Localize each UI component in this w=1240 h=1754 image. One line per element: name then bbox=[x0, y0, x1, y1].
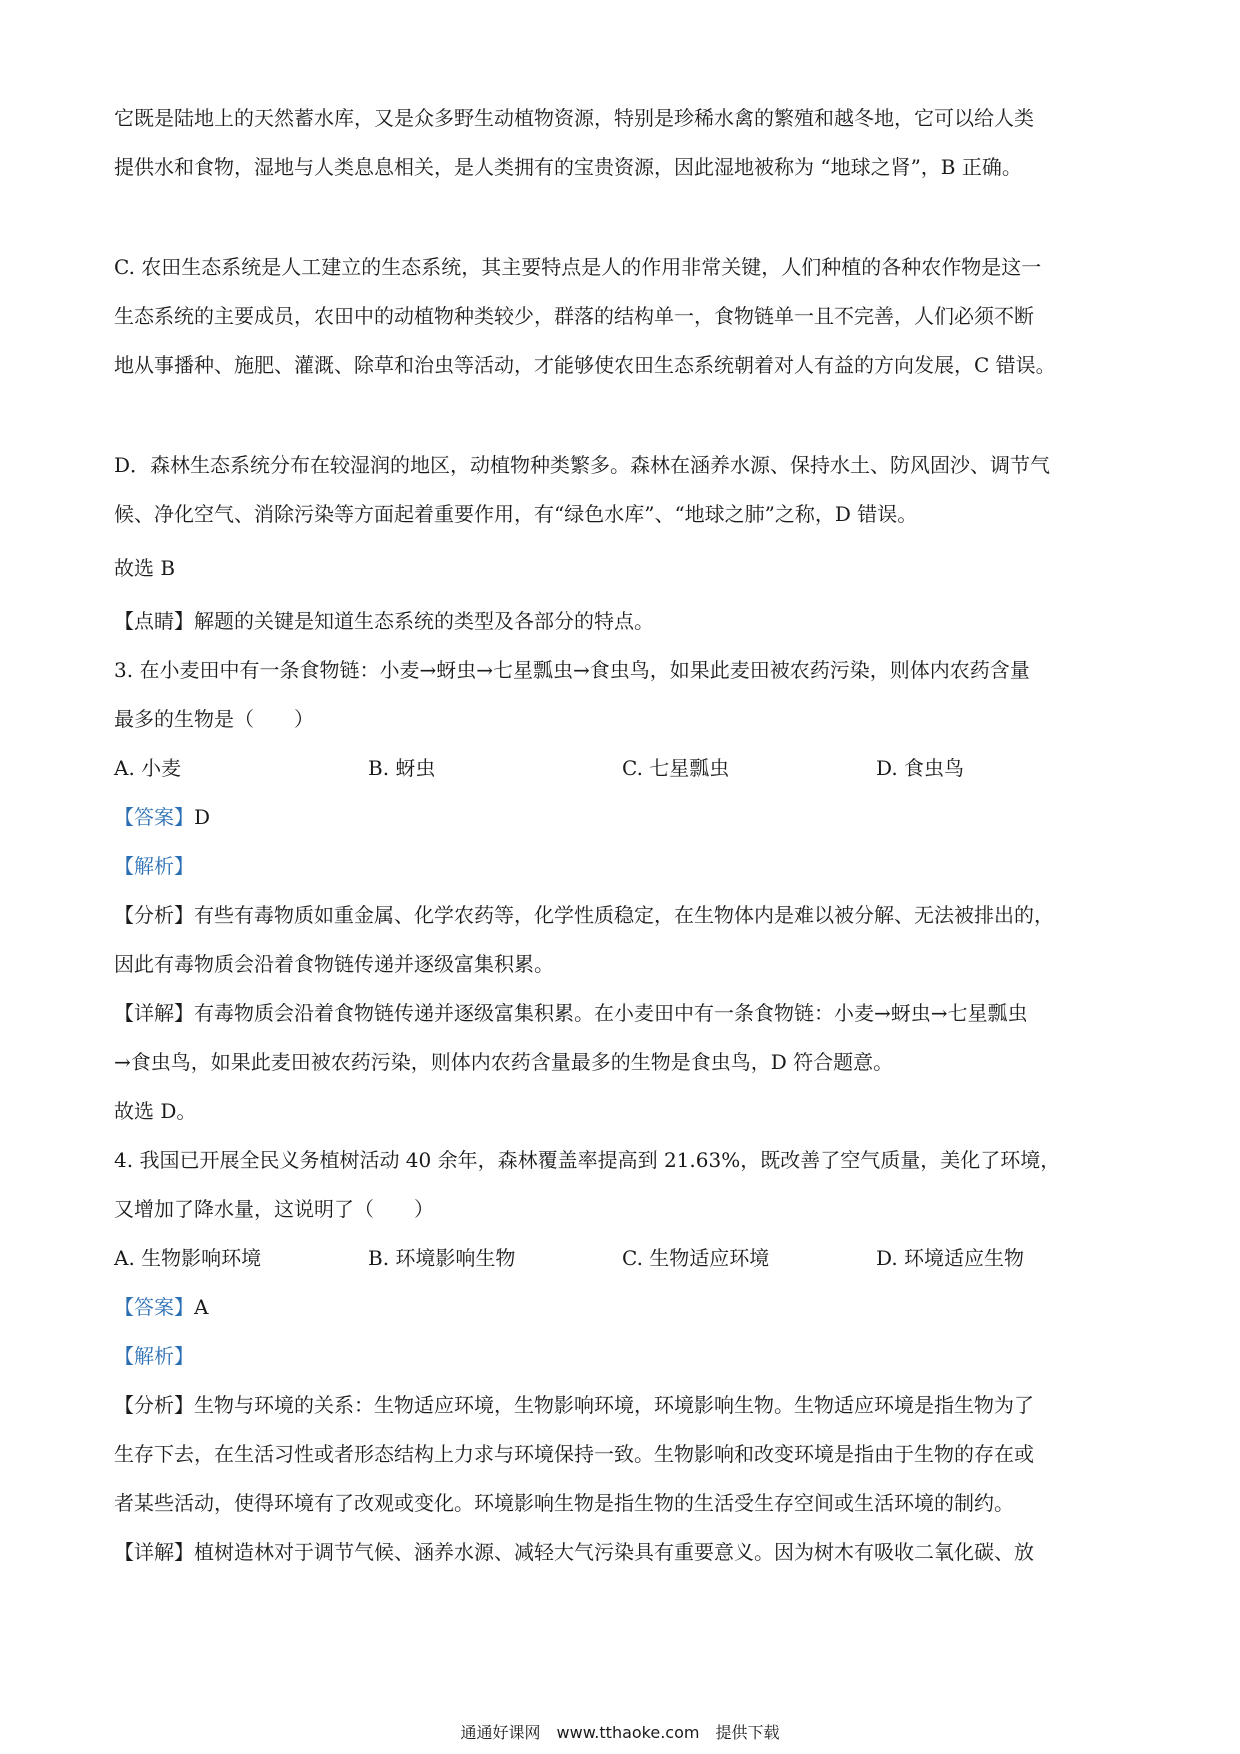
analysis-tag-label: 【解析】 bbox=[114, 854, 194, 878]
analysis-tag bbox=[114, 852, 1134, 880]
detail-line: 【详解】植树造林对于调节气候、涵养水源、减轻大气污染具有重要意义。因为树木有吸收二氧化碳、放 bbox=[114, 1540, 1034, 1564]
page-footer: 通通好课网 www.tthaoke.com 提供下载 bbox=[460, 1723, 780, 1742]
answer-value: D bbox=[194, 805, 211, 829]
answer-line bbox=[114, 803, 1134, 831]
text-line: 生态系统的主要成员，农田中的动植物种类较少，群落的结构单一，食物链单一且不完善，人们必须不断 bbox=[114, 304, 1034, 328]
question-3-stem: 3. 在小麦田中有一条食物链：小麦→蚜虫→七星瓢虫→食虫鸟，如果此麦田被农药污染，则体内农药含量 bbox=[114, 658, 1030, 682]
choose-line: 故选 B bbox=[114, 556, 176, 580]
text-line: C. 农田生态系统是人工建立的生态系统，其主要特点是人的作用非常关键，人们种植的各种农作物是这一 bbox=[114, 255, 1042, 279]
option-d: D. 食虫鸟 bbox=[876, 756, 965, 780]
question-3-stem: 最多的生物是（ ） bbox=[114, 707, 314, 731]
analysis-line: 生存下去，在生活习性或者形态结构上力求与环境保持一致。生物影响和改变环境是指由于生物的存在或 bbox=[114, 1442, 1034, 1466]
text-line: 提供水和食物，湿地与人类息息相关，是人类拥有的宝贵资源，因此湿地被称为 “地球之肾”，B 正确。 bbox=[114, 155, 1022, 179]
question-3-options bbox=[114, 754, 1134, 782]
option-d: D. 环境适应生物 bbox=[876, 1246, 1025, 1270]
question-4-stem: 4. 我国已开展全民义务植树活动 40 余年，森林覆盖率提高到 21.63%，既改善了空气质量，美化了环境， bbox=[114, 1148, 1061, 1172]
answer-tag: 【答案】 bbox=[114, 1295, 194, 1319]
analysis-line: 因此有毒物质会沿着食物链传递并逐级富集积累。 bbox=[114, 952, 554, 976]
question-4-options bbox=[114, 1244, 1134, 1272]
analysis-tag-label: 【解析】 bbox=[114, 1344, 194, 1368]
text-line: D．森林生态系统分布在较湿润的地区，动植物种类繁多。森林在涵养水源、保持水土、防风固沙、调节气 bbox=[114, 453, 1051, 477]
choose-line: 故选 D。 bbox=[114, 1099, 197, 1123]
analysis-tag bbox=[114, 1342, 1134, 1370]
answer-line bbox=[114, 1293, 1134, 1321]
detail-line: →食虫鸟，如果此麦田被农药污染，则体内农药含量最多的生物是食虫鸟，D 符合题意。 bbox=[114, 1050, 894, 1074]
question-4-stem: 又增加了降水量，这说明了（ ） bbox=[114, 1197, 434, 1221]
option-c: C. 生物适应环境 bbox=[622, 1246, 770, 1270]
text-line: 地从事播种、施肥、灌溉、除草和治虫等活动，才能够使农田生态系统朝着对人有益的方向发展，C 错误。 bbox=[114, 353, 1056, 377]
detail-line: 【详解】有毒物质会沿着食物链传递并逐级富集积累。在小麦田中有一条食物链：小麦→蚜虫→七星瓢虫 bbox=[114, 1001, 1028, 1025]
option-a: A. 小麦 bbox=[114, 756, 182, 780]
answer-value: A bbox=[194, 1295, 209, 1319]
option-c: C. 七星瓢虫 bbox=[622, 756, 730, 780]
option-b: B. 蚜虫 bbox=[368, 756, 436, 780]
option-b: B. 环境影响生物 bbox=[368, 1246, 516, 1270]
analysis-line: 【分析】生物与环境的关系：生物适应环境，生物影响环境，环境影响生物。生物适应环境是指生物为了 bbox=[114, 1393, 1034, 1417]
option-a: A. 生物影响环境 bbox=[114, 1246, 262, 1270]
analysis-line: 【分析】有些有毒物质如重金属、化学农药等，化学性质稳定，在生物体内是难以被分解、无法被排出的， bbox=[114, 903, 1054, 927]
text-line: 它既是陆地上的天然蓄水库，又是众多野生动植物资源，特别是珍稀水禽的繁殖和越冬地，它可以给人类 bbox=[114, 106, 1034, 130]
text-line: 候、净化空气、消除污染等方面起着重要作用，有“绿色水库”、“地球之肺”之称，D 错误。 bbox=[114, 502, 918, 526]
answer-tag: 【答案】 bbox=[114, 805, 194, 829]
point-line: 【点睛】解题的关键是知道生态系统的类型及各部分的特点。 bbox=[114, 609, 654, 633]
analysis-line: 者某些活动，使得环境有了改观或变化。环境影响生物是指生物的生活受生存空间或生活环境的制约。 bbox=[114, 1491, 1014, 1515]
